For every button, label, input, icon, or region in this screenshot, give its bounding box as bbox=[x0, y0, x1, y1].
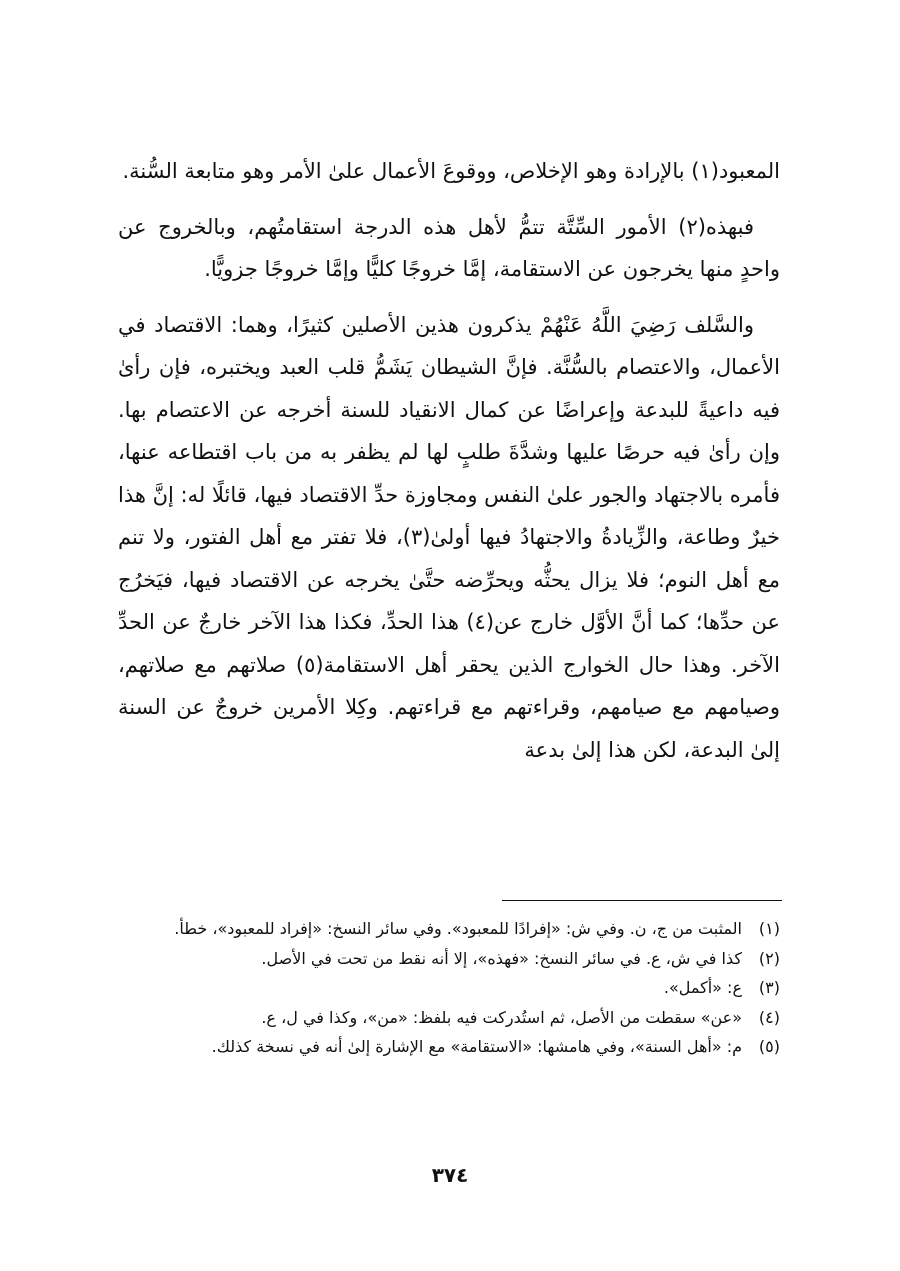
footnote-separator bbox=[502, 900, 782, 901]
paragraph-1: المعبود(١) بالإرادة وهو الإخلاص، ووقوعَ الأعمال علىٰ الأمر وهو متابعة السُّنة. bbox=[122, 159, 780, 183]
page-number: ٣٧٤ bbox=[431, 1163, 469, 1187]
footnote-text: ع: «أكمل». bbox=[663, 978, 742, 997]
footnote-2 bbox=[118, 944, 780, 974]
footnote-number: (٢) bbox=[758, 948, 780, 968]
footnote-text: المثبت من ج، ن. وفي ش: «إفرادًا للمعبود». وفي سائر النسخ: «إفراد للمعبود»، خطأ. bbox=[174, 919, 742, 938]
footnote-number: (٣) bbox=[758, 978, 780, 997]
footnote-number: (١) bbox=[758, 919, 780, 938]
page-body bbox=[118, 150, 780, 784]
paragraph-2: فبهذه(٢) الأمور السِّتَّة تتمُّ لأهل هذه الدرجة استقامتُهم، وبالخروج عن واحدٍ منها يخرجون عن الاستقامة، إمَّا خروجًا كليًّا وإمَّا خروجًا جزويًّا. bbox=[118, 214, 780, 281]
footnote-number: (٥) bbox=[758, 1037, 780, 1056]
paragraph-3: والسَّلف رَضِيَ اللَّهُ عَنْهُمْ يذكرون هذين الأصلين كثيرًا، وهما: الاقتصاد في الأعمال، والاعتصام بالسُّنَّة. فإنَّ الشيطان يَشَمُّ قلب العبد ويختبره، فإن رأىٰ فيه داعيةً للبدعة وإعراضًا عن كمال الانقياد للسنة أخرجه عن الاعتصام بها. وإن رأىٰ فيه حرصًا عليها وشدَّةَ طلبٍ لها لم يظفر به من باب اقتطاعه عنها، فأمره بالاجتهاد والجور علىٰ النفس ومجاوزة حدِّ الاقتصاد فيها، قائلًا له: إنَّ هذا خيرٌ وطاعة، والزِّيادةُ والاجتهادُ فيها أولىٰ(٣)، فلا تفتر مع أهل الفتور، ولا تنم مع أهل النوم؛ فلا يزال يحثُّه ويحرِّضه حتَّىٰ يخرجه عن الاقتصاد فيها، فيَخرُج عن حدِّها؛ كما أنَّ الأوَّل خارج عن(٤) هذا الحدِّ، فكذا هذا الآخر خارجٌ عن الحدِّ الآخر. وهذا حال الخوارج الذين يحقر أهل الاستقامة(٥) صلاتهم مع صلاتهم، وصيامهم مع صيامهم، وقراءتهم مع قراءتهم. وكِلا الأمرين خروجٌ عن السنة إلىٰ البدعة، لكن هذا إلىٰ بدعة bbox=[118, 312, 780, 762]
footnote-1 bbox=[118, 914, 780, 944]
footnote-text: كذا في ش، ع. في سائر النسخ: «فهذه»، إلا أنه نقط من تحت في الأصل. bbox=[261, 948, 742, 968]
main-text bbox=[118, 150, 780, 771]
footnote-4 bbox=[118, 1003, 780, 1033]
footnotes bbox=[118, 914, 780, 1062]
footnote-text: م: «أهل السنة»، وفي هامشها: «الاستقامة» مع الإشارة إلىٰ أنه في نسخة كذلك. bbox=[211, 1037, 742, 1056]
footnote-3 bbox=[118, 973, 780, 1003]
footnote-number: (٤) bbox=[758, 1007, 780, 1027]
footnote-text: «عن» سقطت من الأصل، ثم استُدركت فيه بلفظ: «من»، وكذا في ل، ع. bbox=[261, 1007, 742, 1027]
footnote-5 bbox=[118, 1032, 780, 1062]
